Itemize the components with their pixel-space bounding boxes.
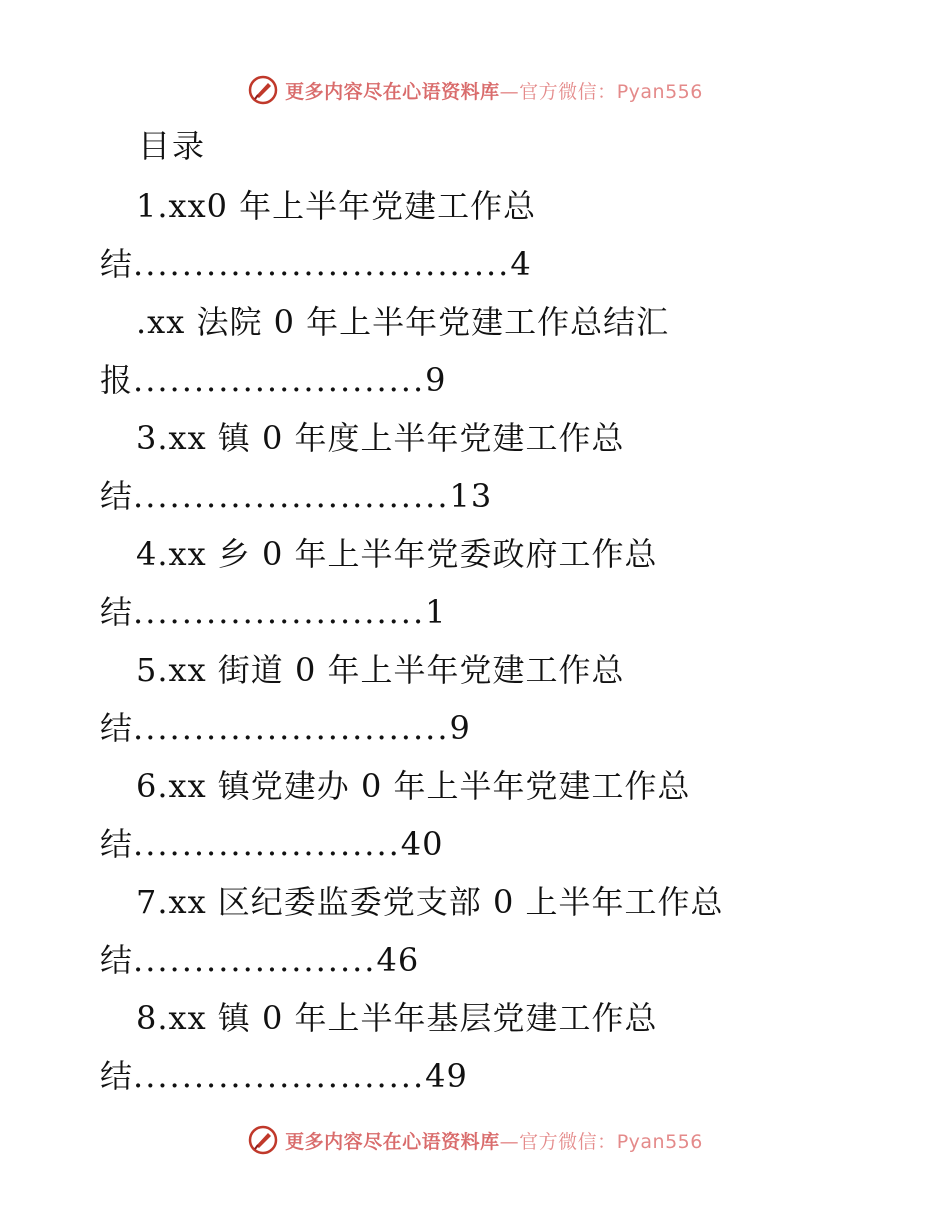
- watermark-text: 更多内容尽在心语资料库—官方微信：Pyan556: [285, 80, 703, 103]
- toc-entry-page: 4: [510, 245, 532, 283]
- toc-entry-page: 46: [376, 941, 420, 979]
- toc-entry-title: 4.xx 乡 0 年上半年党委政府工作总: [136, 535, 658, 573]
- toc-entry-page: 1: [425, 593, 447, 631]
- toc-entry-title: 8.xx 镇 0 年上半年基层党建工作总: [136, 999, 658, 1037]
- watermark-banner-bottom: [0, 1120, 950, 1160]
- toc-entry-leader: 结..........................13: [100, 477, 493, 515]
- toc-entry-title: .xx 法院 0 年上半年党建工作总结汇: [136, 303, 670, 341]
- toc-entry-title: 5.xx 街道 0 年上半年党建工作总: [136, 651, 625, 689]
- toc-title: 目录: [138, 127, 207, 165]
- toc-entry-title: 6.xx 镇党建办 0 年上半年党建工作总: [136, 767, 691, 805]
- toc-entry-title: 1.xx0 年上半年党建工作总: [136, 187, 537, 225]
- toc-entry-title: 7.xx 区纪委监委党支部 0 上半年工作总: [136, 883, 724, 921]
- toc-entry-leader: 结....................46: [100, 941, 420, 979]
- toc-entry-title: 3.xx 镇 0 年度上半年党建工作总: [136, 419, 625, 457]
- toc-entry-page: 13: [449, 477, 493, 515]
- toc-entry-page: 40: [400, 825, 444, 863]
- toc-entry-page: 9: [449, 709, 471, 747]
- toc-entry-leader: 结...............................4: [100, 245, 532, 283]
- toc-entry-leader: 结......................40: [100, 825, 444, 863]
- toc-entry-leader: 结..........................9: [100, 709, 471, 747]
- toc-entry-leader: 结........................49: [100, 1057, 468, 1095]
- toc-entry-leader: 报........................9: [100, 361, 447, 399]
- watermark-text: 更多内容尽在心语资料库—官方微信：Pyan556: [285, 1130, 703, 1153]
- quill-logo-icon: [247, 74, 279, 106]
- quill-logo-icon: [247, 1124, 279, 1156]
- toc-entry-page: 9: [425, 361, 447, 399]
- toc-entry-page: 49: [425, 1057, 468, 1095]
- watermark-banner-top: [0, 70, 950, 110]
- toc-entry-leader: 结........................1: [100, 593, 447, 631]
